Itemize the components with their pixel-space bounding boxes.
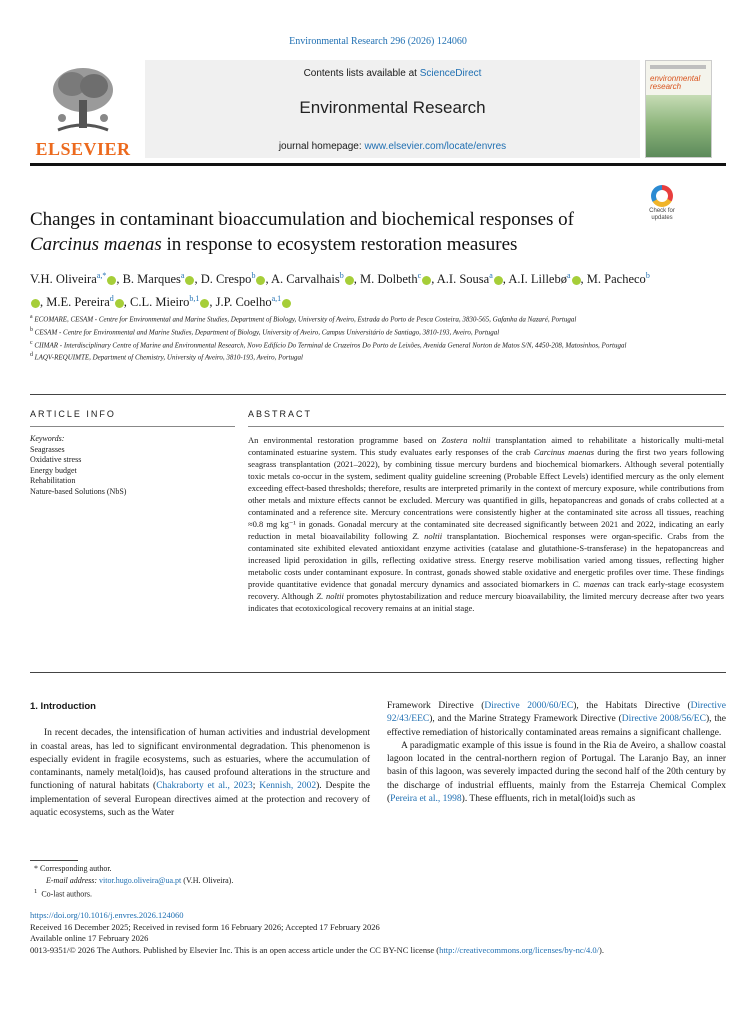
author-affiliation-marker[interactable]: a,*: [96, 271, 107, 280]
author: [271, 272, 354, 286]
affiliation-item: [30, 338, 710, 351]
corresponding-text: Corresponding author.: [40, 864, 112, 873]
crossmark-label: Check for updates: [649, 208, 675, 221]
text-run: during the first two years following seagrass transplantation (2021–2022), by combining tissue mercury burdens and biochemical biomarkers. Although several potentially toxic metals co-occur in the system, sediment quality guideline screening (Probable Effect Levels) identified mercury as the only element exceeding effect-based thresholds; therefore, results are interpreted primarily in the context of mercury exposure, while contributions from other metals and mixture effects cannot be excluded. Mercury was quantified in gills, hepatopancreas and gonads of crabs collected at a contaminated and a reference site. Mercury concentrations were consistently higher at the contaminated site across all tissues, reaching ≈0.8 mg kg⁻¹ in gonads. Gonadal mercury at the contaminated site decreased significantly between 2021 and 2022, indicating an early reduction in metal bioavailability following: [248, 447, 724, 541]
text-run: ). Despite the implementation of several European directives aimed at the protection and recovery of aquatic ecosystems, such as the Water: [30, 781, 371, 819]
text-run: ;: [252, 781, 260, 792]
author: [216, 295, 291, 309]
citation-link[interactable]: Directive 2008/56/EC: [621, 714, 706, 725]
title-part-2: in response to ecosystem restoration measures: [161, 234, 518, 255]
author-affiliation-marker[interactable]: b: [645, 271, 650, 280]
author: [437, 272, 503, 286]
citation-link[interactable]: Chakraborty et al., 2023: [156, 781, 253, 792]
license-text: 0013-9351/© 2026 The Authors. Published by Elsevier Inc. This is an open access article under the CC BY-NC license (: [30, 944, 440, 955]
text-run: ), the Habitats Directive (: [573, 701, 691, 711]
italic-term: Z. noltii: [412, 531, 443, 541]
keyword-item: Energy budget: [30, 465, 77, 475]
keyword-item: Oxidative stress: [30, 455, 82, 464]
article-info-heading: ARTICLE INFO: [30, 409, 116, 419]
citation-link[interactable]: Pereira et al., 1998: [390, 794, 462, 805]
footnote-colast: $^1$ Co-last authors.: [34, 888, 92, 899]
author-name[interactable]: D. Crespo: [200, 272, 252, 287]
author-affiliation-marker[interactable]: c: [417, 271, 422, 280]
affiliation-text: CIIMAR - Interdisciplinary Centre of Marine and Environmental Research, Novo Edifício Do Terminal de Cruzeiros Do Porto de Leixões, Avenida General Norton de Matos S/N, 4450-208, Matosinhos, Portugal: [32, 340, 627, 349]
cover-top-band: [650, 65, 706, 69]
colast-text: Co-last authors.: [41, 889, 92, 899]
text-run: transplantation. Biochemical responses were organ-specific. Crabs from the contaminated site exhibited elevated antioxidant enzyme activities (catalase and glutathione-S-transferase) in the hepatopancreas and increased lipid peroxidation in gills, reflecting oxidative stress. Energy reserve mobilisation varied among tissues, reflecting higher metabolic costs under contaminant exposure. In contrast, gonads showed stable oxidative and energetic profiles over time. These findings provide quantitative evidence that gonadal mercury dynamics and associated biomarkers in: [248, 531, 724, 589]
author-name[interactable]: C.L. Mieiro: [130, 295, 190, 310]
author-name[interactable]: V.H. Oliveira: [30, 272, 97, 287]
orcid-icon[interactable]: [185, 276, 194, 285]
text-run: ), the effective remediation of historically contaminated areas remains a significant challenge.: [387, 714, 726, 738]
homepage-line: [145, 141, 640, 152]
body-column-left: [30, 700, 370, 820]
orcid-icon[interactable]: [256, 276, 265, 285]
italic-term: Carcinus maenas: [533, 447, 595, 457]
affiliation-text: CESAM - Centre for Environmental and Marine Studies, Department of Biology, University of Aveiro, Campus Universitário de Santiago, 3810-193, Aveiro, Portugal: [32, 328, 500, 337]
orcid-icon[interactable]: [572, 276, 581, 285]
italic-term: C. maenas: [572, 579, 610, 589]
affiliation-text: LAQV-REQUIMTE, Department of Chemistry, University of Aveiro, 3810-193, Aveiro, Portugal: [32, 353, 303, 362]
abstract-heading: ABSTRACT: [248, 409, 313, 419]
orcid-icon[interactable]: [115, 299, 124, 308]
footnote-rule: [30, 860, 78, 861]
abstract-rule: [248, 426, 724, 427]
author-name[interactable]: M. Dolbeth: [359, 272, 418, 287]
keyword-item: Rehabilitation: [30, 476, 76, 485]
author-name[interactable]: M.E. Pereira: [46, 295, 110, 310]
orcid-icon[interactable]: [494, 276, 503, 285]
license-end: ).: [599, 944, 604, 955]
homepage-prefix: journal homepage:: [278, 141, 365, 152]
author-affiliation-marker[interactable]: a: [566, 271, 571, 280]
license-link[interactable]: http://creativecommons.org/licenses/by-nc/4.0/: [439, 944, 600, 955]
author-name[interactable]: A.I. Lillebø: [508, 272, 567, 287]
journal-reference[interactable]: Environmental Research 296 (2026) 124060: [289, 36, 467, 47]
affiliation-item: [30, 312, 710, 325]
author-affiliation-marker[interactable]: b,1: [189, 294, 200, 304]
text-run: ), and the Marine Strategy Framework Directive (: [429, 714, 622, 725]
journal-cover-thumbnail[interactable]: [645, 60, 712, 158]
header-divider: [30, 163, 726, 166]
body-column-right: [387, 700, 726, 806]
affiliation-item: [30, 325, 710, 338]
text-run: In recent decades, the intensification of human activities and industrial development in coastal areas, has led to significant environmental degradation. This phenomenon is especially evident in fragile ecosystems, such as estuaries, where the accumulation of contaminants, namely metal(loid)s, has caused profound alterations in the structure and functioning of natural habitats (: [30, 728, 370, 792]
author-name[interactable]: M. Pacheco: [586, 272, 646, 287]
cover-title: environmental research: [650, 74, 701, 91]
author: [508, 272, 580, 286]
keywords-label: Keywords:: [30, 434, 65, 443]
author-affiliation-marker[interactable]: b: [251, 271, 256, 280]
journal-banner: [145, 60, 640, 158]
journal-name: Environmental Research: [299, 98, 486, 117]
affiliation-divider: [30, 394, 726, 395]
article-title: [30, 207, 630, 257]
text-run: Framework Directive (: [387, 701, 485, 711]
contents-prefix: Contents lists available at: [303, 68, 420, 79]
article-footer: [30, 910, 726, 956]
crossmark-icon: [651, 185, 673, 207]
crossmark-badge[interactable]: [643, 185, 681, 223]
elsevier-tree-icon: [48, 64, 118, 134]
title-species: Carcinus maenas: [30, 234, 162, 255]
text-run: transplantation aimed to rehabilitate a historically multi-metal contaminated estuarine system. This study evaluates early responses of the crab: [248, 435, 724, 457]
text-run: An environmental restoration programme based on: [248, 435, 442, 445]
author-affiliation-marker[interactable]: b: [339, 271, 344, 280]
intro-paragraph-1-cont: [387, 700, 726, 740]
cover-image: [646, 95, 711, 157]
journal-header: [30, 60, 726, 160]
author-affiliation-marker[interactable]: d: [109, 294, 114, 304]
keyword-item: Seagrasses: [30, 444, 65, 454]
available-online: Available online 17 February 2026: [30, 933, 149, 943]
author: [46, 295, 124, 309]
email-suffix: (V.H. Oliveira).: [181, 875, 234, 885]
orcid-icon[interactable]: [422, 276, 431, 285]
article-info-rule: [30, 426, 235, 427]
affiliation-marker: b: [30, 326, 33, 333]
author: [201, 272, 266, 286]
title-part-1: Changes in contaminant bioaccumulation and biochemical responses of: [30, 209, 574, 230]
affiliations: [30, 312, 710, 363]
author: [130, 295, 209, 309]
author-name[interactable]: A. Carvalhais: [271, 272, 340, 287]
doi-link[interactable]: https://doi.org/10.1016/j.envres.2026.124060: [30, 910, 184, 920]
text-run: A paradigmatic example of this issue is found in the Ria de Aveiro, a shallow coastal lagoon located in the central-northern region of Portugal. The Laranjo Bay, an inner basin of this lagoon, was severely impacted during the second half of the 20th century by the discharge of industrial effluents, mainly from the Estarreja Chemical Complex (: [387, 740, 726, 805]
affiliation-marker: c: [30, 339, 33, 346]
orcid-icon[interactable]: [31, 299, 40, 308]
text-run: ). These effluents, rich in metal(loid)s such as: [461, 794, 636, 805]
orcid-icon[interactable]: [200, 299, 209, 308]
orcid-icon[interactable]: [282, 299, 291, 308]
abstract-text: [248, 434, 724, 614]
author-affiliation-marker[interactable]: a,1: [271, 294, 282, 304]
affiliation-marker: a: [30, 314, 33, 320]
keyword-item: Nature-based Solutions (NbS): [30, 486, 127, 496]
publisher-wordmark: ELSEVIER: [35, 139, 131, 159]
journal-homepage-link[interactable]: www.elsevier.com/locate/envres: [364, 141, 507, 152]
author-name[interactable]: A.I. Sousa: [436, 272, 490, 287]
orcid-icon[interactable]: [345, 276, 354, 285]
italic-term: Z. noltii: [316, 591, 344, 601]
italic-term: Zostera noltii: [441, 435, 491, 445]
footnote-corresponding: * Corresponding author.: [30, 864, 112, 873]
license-line: [30, 945, 726, 957]
author-name[interactable]: J.P. Coelho: [215, 295, 272, 310]
orcid-icon[interactable]: [107, 276, 116, 285]
author: [30, 272, 116, 286]
author: [360, 272, 431, 286]
affiliation-marker: d: [30, 352, 33, 359]
received-dates: Received 16 December 2025; Received in revised form 16 February 2026; Accepted 17 February 2026: [30, 921, 380, 932]
footnotes: [30, 863, 370, 900]
text-run: promotes phytostabilization and reduce mercury bioavailability, the limited mercury decrease after two years indicates that ecotoxicological recovery remains at an initial stage.: [248, 591, 724, 613]
email-label: E-mail address:: [46, 875, 98, 885]
section-heading-introduction: 1. Introduction: [30, 701, 96, 712]
citation-link[interactable]: Directive 92/43/EEC: [387, 701, 727, 725]
publisher-logo[interactable]: [30, 60, 136, 158]
author-list: V.H. Oliveira$^{a,*}$ , B. Marques$^a$ , D. Crespo$^b$ , A. Carvalhais$^b$ , M. Dolbeth$^c$ , A.I. Sousa$^a$ , A.I. Lillebø$^a$ , M. Pacheco$^b$, M.E. Pereira$^d$ , C.L. Mieiro$^{b,1}$ , J.P. Coelho$^{a,1}$: [30, 271, 650, 310]
author-affiliation-marker[interactable]: a: [489, 271, 493, 280]
intro-paragraph-2: [387, 740, 726, 806]
keywords-block: [30, 434, 235, 497]
text-run: can track early-stage ecosystem recovery. Although: [248, 579, 724, 601]
intro-paragraph-1: [30, 727, 370, 820]
email-link[interactable]: vitor.hugo.oliveira@ua.pt: [99, 875, 182, 885]
affiliation-text: ECOMARE, CESAM - Centre for Environmental and Marine Studies, Department of Biology, University of Aveiro, Estrada do Porto de Pesca Costeira, 3830-565, Gafanha da Nazaré, Portugal: [32, 315, 577, 324]
abstract-divider: [30, 672, 726, 673]
author: [123, 272, 195, 286]
author-affiliation-marker[interactable]: a: [180, 271, 185, 280]
contents-line: [145, 68, 640, 79]
citation-link[interactable]: Directive 2000/60/EC: [484, 701, 574, 711]
citation-link[interactable]: Kennish, 2002: [259, 781, 317, 792]
sciencedirect-link[interactable]: ScienceDirect: [419, 68, 482, 79]
footnote-email: [30, 875, 370, 887]
author-name[interactable]: B. Marques: [122, 272, 181, 287]
affiliation-item: [30, 350, 710, 363]
